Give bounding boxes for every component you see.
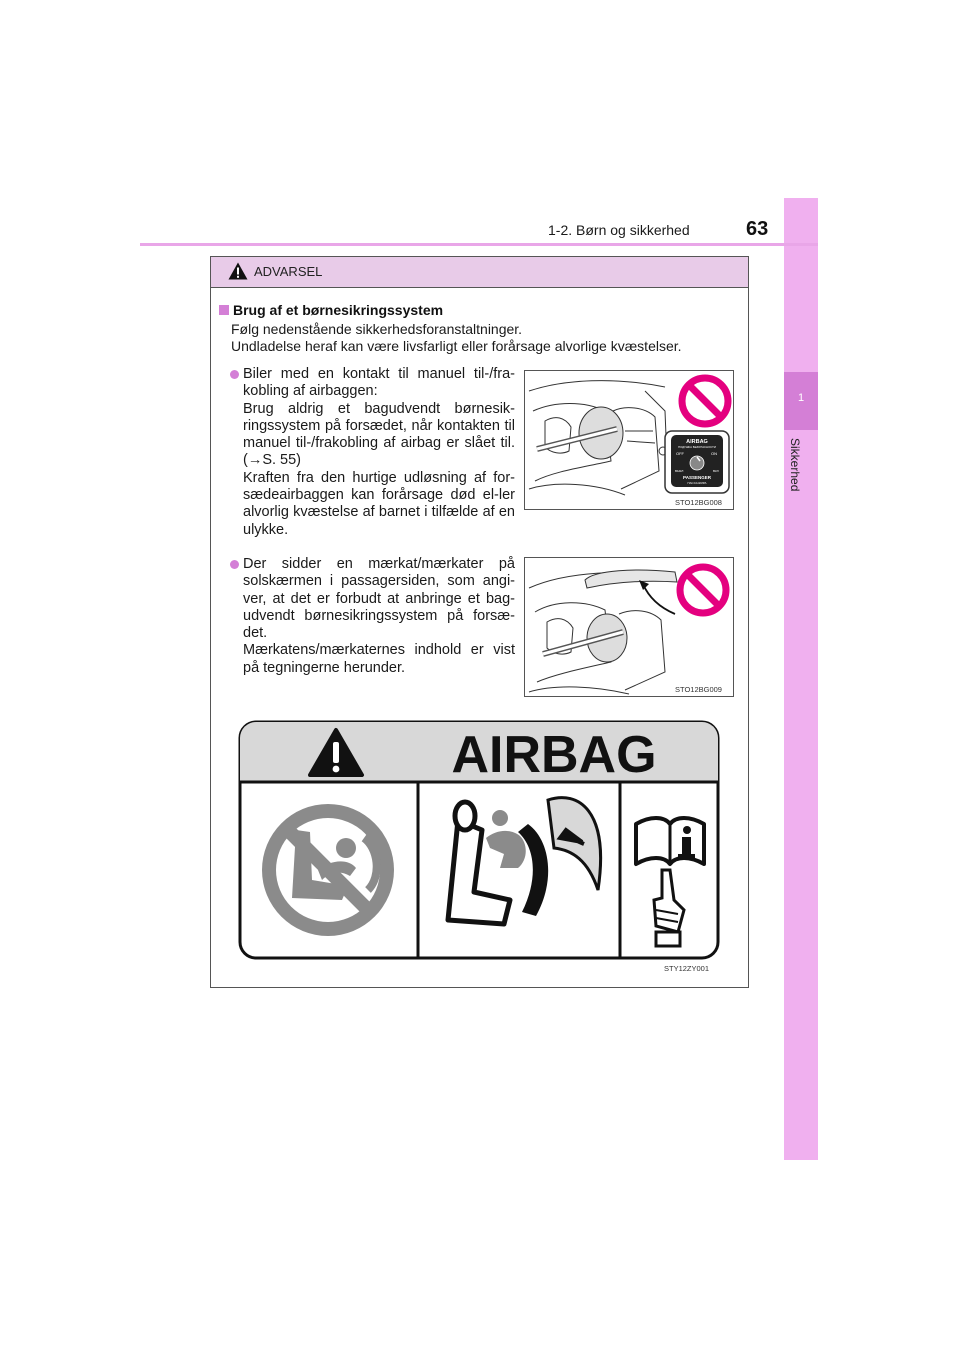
illustration-sun-visor	[524, 557, 734, 697]
illustration-airbag-switch	[524, 370, 734, 510]
section-title: 1-2. Børn og sikkerhed	[548, 222, 690, 238]
bullet-dot-icon	[230, 560, 239, 569]
airbag-switch-panel	[665, 431, 729, 493]
chapter-number: 1	[797, 392, 805, 404]
airbag-label-title: AIRBAG	[451, 726, 657, 784]
car-interior-illustration	[525, 371, 733, 509]
no-child-seat-icon	[262, 804, 394, 936]
svg-text:ВЫКЛ: ВЫКЛ	[675, 469, 684, 473]
svg-text:PASSENGER: PASSENGER	[683, 475, 711, 480]
bullet-item: Biler med en kontakt til manuel til-/fra-kobling af airbaggen: Brug aldrig et bagudvendt børnesik-ringssystem på forsædet, når kontakten til manuel til-/frakobling af airbag er slået til. (→S. 55) Kraften fra den hurtige udløsning af for-sædeairbaggen kan forårsage død el-ler alvorlig kvæstelse af barnet i tilfælde af en ulykke.	[243, 366, 515, 539]
svg-text:ПАССАЖИРА: ПАССАЖИРА	[687, 481, 707, 485]
warning-label: ADVARSEL	[254, 264, 323, 279]
prohibition-icon	[682, 378, 728, 424]
warning-icon	[228, 262, 248, 280]
bullet-item: Der sidder en mærkat/mærkater på solskærmen i passagersiden, som angi-ver, at det er forbudt at anbringe et bag-udvendt børnesikringssystem på forsæ-det. Mærkatens/mærkaternes indhold er vist på tegningerne herunder.	[243, 556, 515, 677]
svg-text:AIRBAG: AIRBAG	[686, 439, 708, 445]
svg-text:OFF: OFF	[676, 451, 684, 456]
svg-text:ПОДУШКА БЕЗОПАСНОСТИ: ПОДУШКА БЕЗОПАСНОСТИ	[678, 445, 716, 449]
illustration-caption: STO12BG009	[675, 685, 722, 694]
bullet-dot-icon	[230, 370, 239, 379]
header-rule	[140, 243, 818, 246]
svg-text:ВКЛ: ВКЛ	[713, 469, 719, 473]
svg-text:ON: ON	[711, 451, 717, 456]
sun-visor-illustration	[525, 558, 733, 696]
square-bullet-icon	[219, 305, 229, 315]
warning-section-title: Brug af et børnesikringssystem	[219, 302, 443, 318]
page-number: 63	[746, 218, 769, 240]
airbag-warning-label	[238, 720, 720, 973]
prohibition-icon	[680, 567, 726, 613]
warning-header	[211, 257, 748, 288]
illustration-caption: STO12BG008	[675, 498, 722, 507]
warning-intro: Følg nedenstående sikkerhedsforanstaltninger. Undladelse heraf kan være livsfarligt eller forårsage alvorlige kvæstelser.	[231, 321, 682, 354]
chapter-side-tab	[784, 198, 818, 1160]
chapter-label: Sikkerhed	[788, 438, 802, 492]
airbag-label-illustration	[238, 720, 720, 960]
illustration-caption: STY12ZY001	[664, 964, 710, 973]
